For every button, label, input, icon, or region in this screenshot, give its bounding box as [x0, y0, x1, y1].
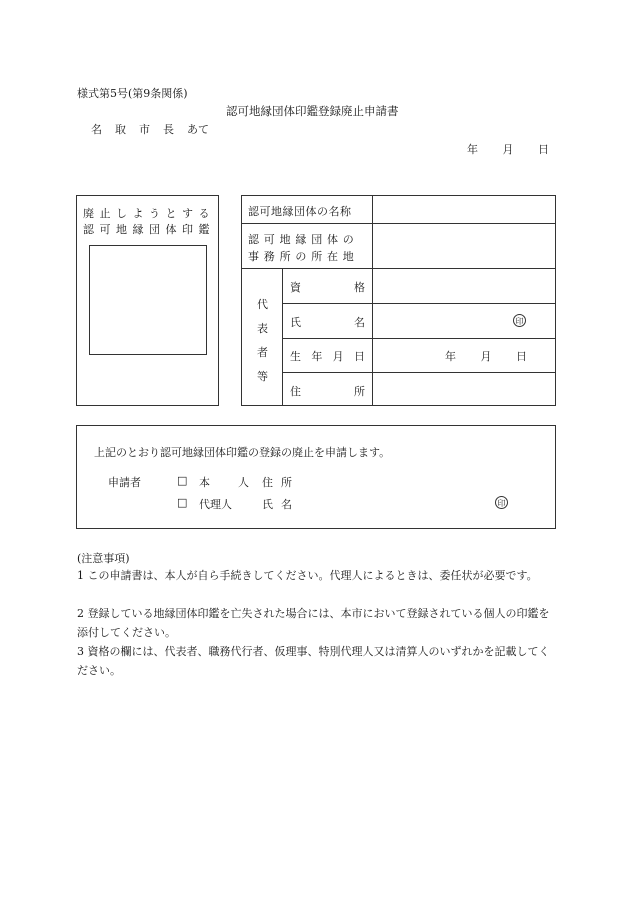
addressee-char: 市 — [139, 123, 150, 136]
person-name-field[interactable] — [374, 305, 504, 337]
notes-heading: (注意事項) — [77, 552, 130, 565]
addressee-char: あて — [187, 123, 209, 136]
office-address-field[interactable] — [374, 225, 554, 267]
label-char: 生 — [290, 350, 301, 363]
label-char: 人 — [238, 476, 249, 489]
form-number: 様式第5号(第9条関係) — [77, 87, 188, 100]
office-label-2: 事務所の所在地 — [248, 250, 359, 263]
label-char: 月 — [332, 350, 344, 363]
label-char: 住 — [290, 385, 301, 398]
agent-checkbox[interactable]: □ — [177, 496, 188, 509]
label-char: 住 — [262, 476, 273, 489]
agent-label: 代理人 — [199, 498, 232, 511]
submission-date — [467, 141, 549, 157]
representative-seal-mark: 印 — [513, 314, 526, 327]
note-item: 3 資格の欄には、代表者、職務代行者、仮理事、特別代理人又は清算人のいずれかを記載してください。 — [77, 645, 550, 677]
addressee-char: 長 — [163, 123, 174, 136]
application-box — [76, 425, 556, 529]
birth-day-unit: 日 — [516, 350, 527, 363]
applicant-seal-mark: 印 — [495, 496, 508, 509]
label-char: 氏 — [290, 316, 301, 329]
seal-box-label-text-1: 廃止しようとする — [83, 207, 215, 220]
applicant-label: 申請者 — [108, 476, 141, 489]
self-checkbox[interactable]: □ — [177, 474, 188, 487]
applicant-name-label — [262, 496, 292, 512]
birth-date-field[interactable] — [445, 348, 527, 364]
applicant-address-label — [262, 474, 292, 490]
date-year: 年 — [467, 143, 478, 156]
addressee — [91, 121, 209, 137]
qualification-field[interactable] — [374, 270, 554, 302]
birth-year-unit: 年 — [445, 350, 456, 363]
birth-month-unit: 月 — [480, 350, 492, 363]
label-char: 所 — [281, 476, 292, 489]
label-char: 氏 — [262, 498, 273, 511]
addressee-char: 名 — [91, 123, 102, 136]
label-char: 名 — [281, 498, 292, 511]
group-name-label: 認可地縁団体の名称 — [248, 205, 352, 218]
representative-char: 表 — [257, 322, 268, 335]
date-day: 日 — [538, 143, 549, 156]
group-name-field[interactable] — [374, 197, 554, 222]
document-title: 認可地縁団体印鑑登録廃止申請書 — [226, 104, 399, 118]
label-char: 名 — [354, 316, 365, 329]
note-item: 1 この申請書は、本人が自ら手続きしてください。代理人によるときは、委任状が必要です。 — [77, 569, 538, 582]
seal-box-label-1 — [83, 205, 215, 221]
representative-label — [257, 293, 268, 389]
person-name-label — [290, 314, 365, 330]
representative-char: 代 — [257, 298, 268, 311]
label-char: 格 — [354, 281, 365, 294]
label-char: 日 — [353, 350, 365, 363]
seal-box-label-2: 認可地縁団体印鑑 — [83, 223, 215, 236]
label-char: 所 — [354, 385, 365, 398]
label-char: 本 — [199, 476, 210, 489]
office-label-1: 認可地縁団体の — [248, 233, 359, 246]
date-month: 月 — [502, 143, 514, 156]
birth-date-label — [290, 348, 365, 364]
representative-char: 等 — [257, 370, 268, 383]
representative-char: 者 — [257, 346, 268, 359]
addressee-char: 取 — [115, 123, 126, 136]
self-label — [199, 474, 249, 490]
representative-address-field[interactable] — [374, 374, 554, 405]
application-statement: 上記のとおり認可地縁団体印鑑の登録の廃止を申請します。 — [94, 446, 391, 459]
label-char: 年 — [311, 350, 323, 363]
qualification-label — [290, 279, 365, 295]
label-char: 資 — [290, 281, 301, 294]
address-label — [290, 383, 365, 399]
note-item: 2 登録している地縁団体印鑑を亡失された場合には、本市において登録されている個人の印鑑を添付してください。 — [77, 607, 550, 639]
seal-stamp-area[interactable] — [89, 245, 207, 355]
